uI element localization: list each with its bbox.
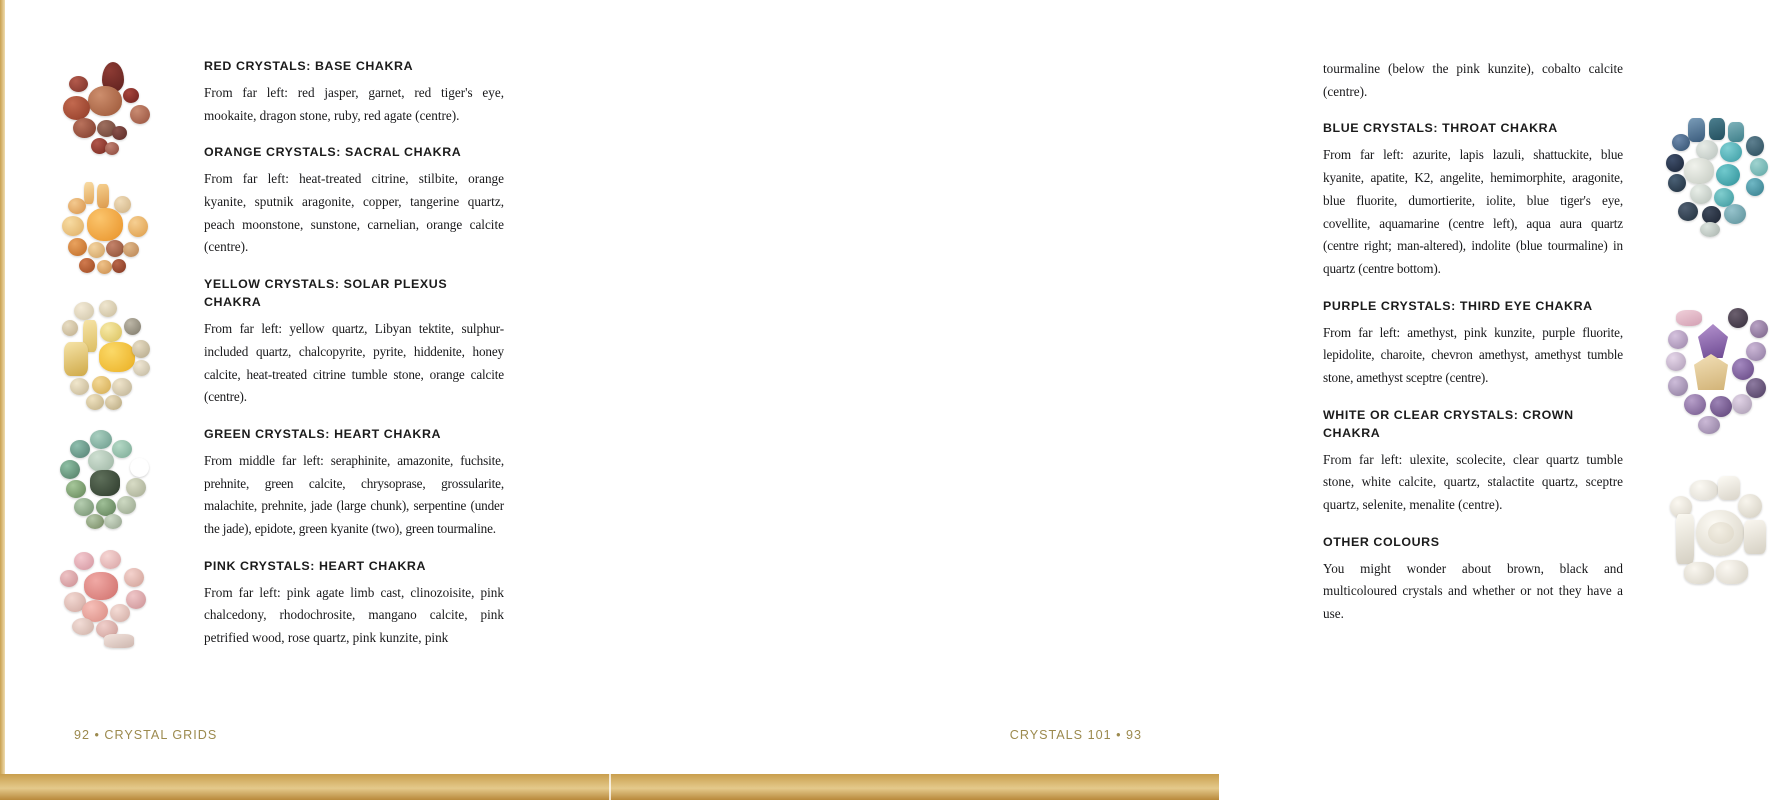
blue-crystals-photo xyxy=(1654,116,1778,240)
section-body: You might wonder about brown, black and multicoloured crystals and whether or not they have a use. xyxy=(1323,560,1623,622)
section-body: From far left: amethyst, pink kunzite, purple fluorite, lepidolite, charoite, chevron amethyst, amethyst tumble stone, amethyst sceptre (centre). xyxy=(1323,324,1623,385)
section-green-crystals xyxy=(204,426,504,541)
section-title: YELLOW CRYSTALS: SOLAR PLEXUS CHAKRA xyxy=(204,277,448,310)
section-body: From far left: pink agate limb cast, clinozoisite, pink chalcedony, rhodochrosite, mangano calcite, pink petrified wood, rose quartz, pink kunzite, pink xyxy=(204,584,504,646)
section-title: PINK CRYSTALS: HEART CHAKRA xyxy=(204,558,427,573)
red-crystals-photo xyxy=(44,58,168,166)
section-pink-crystals xyxy=(204,558,504,650)
section-red-crystals xyxy=(204,58,504,127)
right-page-folio: CRYSTALS 101 • 93 xyxy=(1009,728,1142,742)
section-title: OTHER COLOURS xyxy=(1323,534,1440,549)
continuation-paragraph: tourmaline (below the pink kunzite), cobalto calcite (centre). xyxy=(1323,61,1623,99)
section-title: WHITE OR CLEAR CRYSTALS: CROWN CHAKRA xyxy=(1323,407,1574,440)
left-page-folio: 92 • CRYSTAL GRIDS xyxy=(74,728,218,742)
section-purple-crystals xyxy=(1323,298,1623,390)
section-body: From far left: heat-treated citrine, stilbite, orange kyanite, sputnik aragonite, copper, tangerine quartz, peach moonstone, sunstone, carnelian, orange calcite (centre). xyxy=(204,171,504,255)
right-page xyxy=(609,0,1623,774)
right-text-column xyxy=(1323,58,1623,643)
pink-crystals-photo xyxy=(44,548,168,652)
page-seam xyxy=(609,774,611,800)
section-title: RED CRYSTALS: BASE CHAKRA xyxy=(204,59,414,73)
yellow-crystals-photo xyxy=(44,298,168,414)
section-body: From far left: red jasper, garnet, red tiger's eye, mookaite, dragon stone, ruby, red agate (centre). xyxy=(204,84,504,123)
left-text-column xyxy=(204,58,504,667)
section-body: From far left: ulexite, scolecite, clear quartz tumble stone, white calcite, quartz, stalactite quartz, sceptre quartz, selenite, menalite (centre). xyxy=(1323,451,1623,513)
section-body: From middle far left: seraphinite, amazonite, fuchsite, prehnite, green calcite, chrysoprase, grossularite, malachite, prehnite, jade (large chunk), serpentine (under the jade), epidote, green kyanite (two), green tourmaline. xyxy=(204,452,504,537)
section-other-colours xyxy=(1323,534,1623,626)
section-title: PURPLE CRYSTALS: THIRD EYE CHAKRA xyxy=(1323,298,1593,313)
left-photo-column xyxy=(44,58,168,666)
green-crystals-photo xyxy=(44,428,168,534)
section-blue-crystals xyxy=(1323,120,1623,280)
section-title: BLUE CRYSTALS: THROAT CHAKRA xyxy=(1323,121,1558,136)
section-white-crystals xyxy=(1323,407,1623,517)
right-photo-column xyxy=(1654,58,1778,620)
section-title: GREEN CRYSTALS: HEART CHAKRA xyxy=(204,426,442,441)
left-page xyxy=(0,0,609,774)
section-title: ORANGE CRYSTALS: SACRAL CHAKRA xyxy=(204,145,462,160)
section-body: From far left: azurite, lapis lazuli, shattuckite, blue kyanite, apatite, K2, angelite, hemimorphite, aragonite, blue fluorite, dumortierite, iolite, blue tiger's eye, covellite, aquamarine (centre left), aqua aura quartz (centre right; man-altered), indolite (blue tourmaline) in quartz (centre bottom). xyxy=(1323,147,1623,276)
purple-crystals-photo xyxy=(1654,306,1778,438)
bottom-gold-band xyxy=(0,774,1219,800)
section-orange-crystals xyxy=(204,144,504,259)
section-body: From far left: yellow quartz, Libyan tektite, sulphur-included quartz, chalcopyrite, pyrite, hiddenite, honey calcite, heat-treated citrine tumble stone, orange calcite (centre). xyxy=(204,321,504,405)
white-crystals-photo xyxy=(1654,474,1778,598)
section-yellow-crystals xyxy=(204,276,504,409)
orange-crystals-photo xyxy=(44,180,168,284)
